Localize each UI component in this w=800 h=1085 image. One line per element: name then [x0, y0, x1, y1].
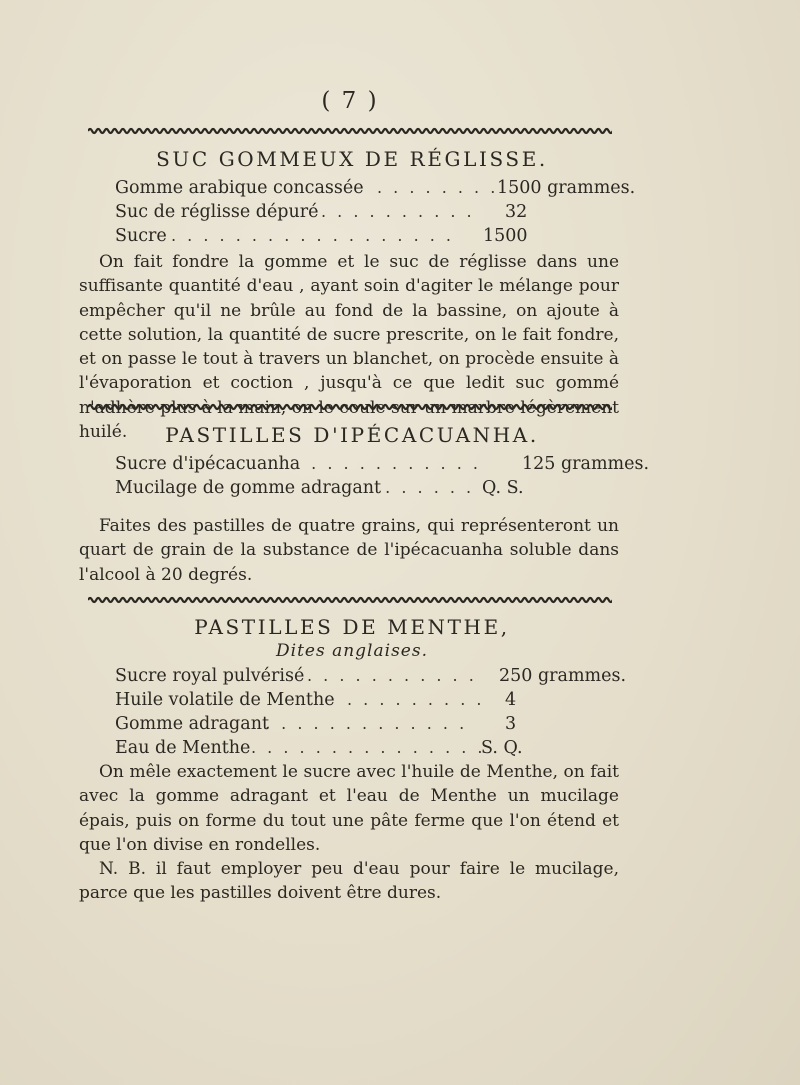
dot-leader: . . . . . . . . . [347, 690, 485, 709]
paragraph-text: On fait fondre la gomme et le suc de réglisse dans une suffisante quantité d'eau , ayant soin d'agiter le mélange pour empêcher qu'il ne brûle au fond de la bassine, on ajoute à cette solution, la quantité de sucre prescrite, on le fait fondre, et on passe le tout à travers un blanchet, on procède ensuite à l'évaporation et coction , jusqu'à ce que ledit suc gommé n'adhère plus à la main, on le coule sur un marbre légèrement huilé. [79, 252, 619, 443]
recipe-paragraph [79, 514, 619, 587]
dot-leader: . . . . . . . . . . . . . [265, 714, 468, 733]
page-number: ( 7 ) [321, 88, 379, 114]
dot-leader: . . . . . . . . . . [321, 202, 475, 221]
ingredient-quantity: S. Q. [481, 738, 523, 758]
ingredient-name: Sucre d'ipécacuanha [115, 454, 301, 474]
ingredient-line [115, 224, 635, 248]
ingredient-name: Eau de Menthe [115, 738, 251, 758]
ingredient-name: Sucre [115, 226, 167, 246]
ingredient-quantity: 1500 grammes. [497, 178, 636, 198]
ingredient-name: Sucre royal pulvérisé [115, 666, 305, 686]
recipe-paragraph [79, 760, 619, 906]
ingredient-name: Mucilage de gomme adragant [115, 478, 382, 498]
ingredient-line [115, 452, 650, 476]
ingredient-line [115, 200, 635, 224]
paragraph-text: On mêle exactement le sucre avec l'huile de Menthe, on fait avec la gomme adragant et l'eau de Menthe un mucilage épais, puis on forme du tout une pâte ferme que l'on étend et que l'on divise en rondelles. [79, 762, 619, 855]
dot-leader: . . . . . . . [369, 478, 475, 497]
ingredient-quantity: 125 grammes. [522, 454, 650, 474]
note-text: N. B. il faut employer peu d'eau pour faire le mucilage, parce que les pastilles doivent être dures. [79, 859, 619, 904]
ingredient-name: Suc de réglisse dépuré [115, 202, 319, 222]
ornamental-rule [88, 402, 612, 412]
ingredient-quantity: 4 [505, 690, 517, 710]
ingredient-quantity: 32 [505, 202, 528, 222]
ingredient-line [115, 688, 635, 712]
ingredient-line [115, 736, 635, 760]
ingredient-line [115, 664, 635, 688]
paragraph-text: Faites des pastilles de quatre grains, qui représenteront un quart de grain de la substance de l'ipécacuanha soluble dans l'alcool à 20 degrés. [79, 516, 619, 585]
recipe-paragraph [79, 250, 619, 444]
ornamental-rule [88, 595, 612, 605]
dot-leader: . . . . . . . . . . . . . . . . . . [171, 226, 455, 245]
ingredient-quantity: Q. S. [482, 478, 524, 498]
section-subheading: Dites anglaises. [276, 641, 428, 661]
dot-leader: . . . . . . . . . . . . [295, 454, 481, 473]
ingredient-quantity: 1500 [483, 226, 528, 246]
ingredient-quantity: 3 [505, 714, 517, 734]
dot-leader: . . . . . . . . [377, 178, 499, 197]
ornamental-rule [88, 126, 612, 136]
section-heading: PASTILLES D'IPÉCACUANHA. [165, 423, 539, 447]
section-heading: SUC GOMMEUX DE RÉGLISSE. [156, 147, 548, 171]
section-heading: PASTILLES DE MENTHE, [194, 615, 510, 639]
ingredient-quantity: 250 grammes. [499, 666, 627, 686]
ingredient-name: Huile volatile de Menthe [115, 690, 335, 710]
ingredient-name: Gomme adragant [115, 714, 269, 734]
ingredient-line [115, 712, 635, 736]
ingredient-name: Gomme arabique concassée [115, 178, 364, 198]
dot-leader: . . . . . . . . . . . . . . . [251, 738, 486, 757]
ingredient-line [115, 476, 635, 500]
ingredient-line [115, 176, 635, 200]
dot-leader: . . . . . . . . . . . [307, 666, 477, 685]
